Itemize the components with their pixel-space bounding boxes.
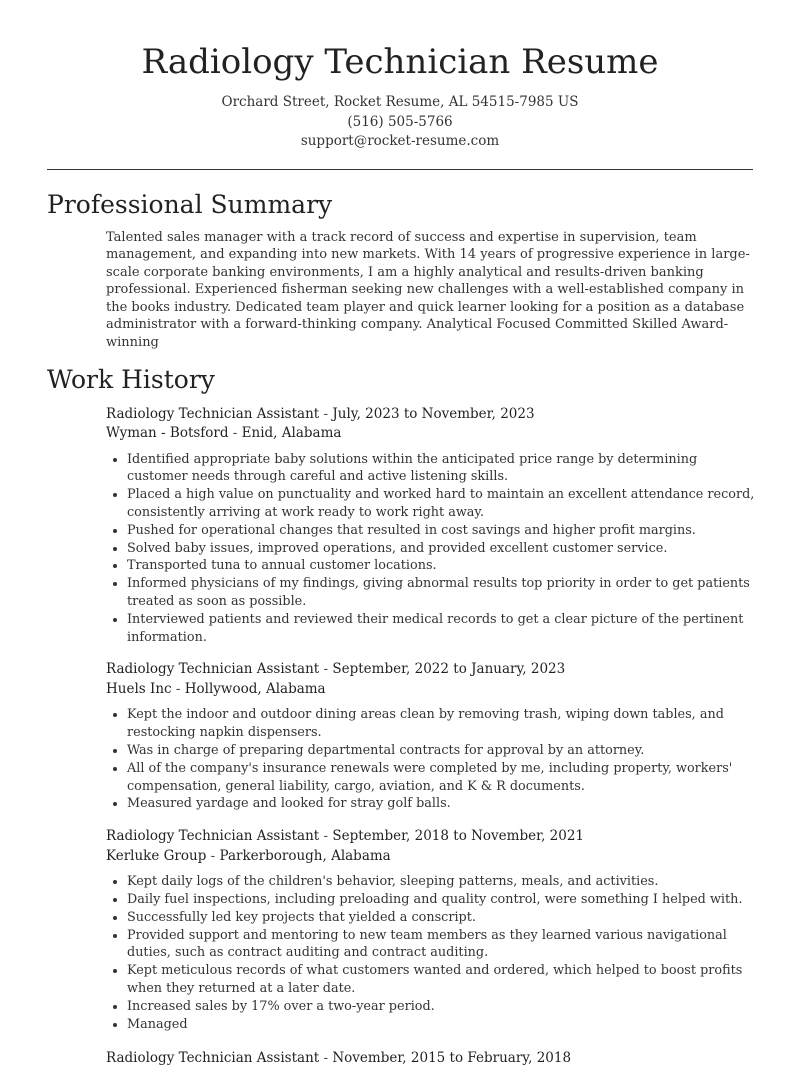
- duty-item: • Successfully led key projects that yielded a conscript.: [127, 909, 760, 927]
- summary-heading: Professional Summary: [47, 189, 333, 219]
- duty-item: • Placed a high value on punctuality and worked hard to maintain an excellent attendance record, consistently arriving at work ready to work right away.: [127, 486, 760, 522]
- duty-item: • Identified appropriate baby solutions within the anticipated price range by determining customer needs through careful and active listening skills.: [127, 451, 760, 487]
- duty-item: • Was in charge of preparing departmental contracts for approval by an attorney.: [127, 742, 760, 760]
- duty-item: • Interviewed patients and reviewed their medical records to get a clear picture of the pertinent information.: [127, 611, 760, 647]
- job-title: Radiology Technician Assistant: [106, 661, 320, 678]
- job-company-line: Wyman - Botsford - Enid, Alabama: [106, 425, 342, 442]
- job-location: Enid, Alabama: [241, 425, 342, 442]
- duties-list: [106, 451, 760, 647]
- job-title-line: Radiology Technician Assistant - November, 2015 to February, 2018: [106, 1050, 572, 1067]
- job-location: Hollywood, Alabama: [184, 680, 326, 697]
- job-entry: [106, 1049, 760, 1069]
- job-entry: [106, 660, 760, 813]
- contact-block: [0, 93, 800, 152]
- duty-item: • Kept the indoor and outdoor dining areas clean by removing trash, wiping down tables, and restocking napkin dispensers.: [127, 706, 760, 742]
- resume-title: Radiology Technician Resume: [141, 42, 659, 82]
- duty-item: • Measured yardage and looked for stray golf balls.: [127, 795, 760, 813]
- duty-item: • Managed: [127, 1016, 760, 1034]
- duty-item: • Informed physicians of my findings, giving abnormal results top priority in order to get patients treated as soon as possible.: [127, 575, 760, 611]
- job-title: Radiology Technician Assistant: [106, 828, 320, 845]
- duty-item: • Provided support and mentoring to new team members as they learned various navigational duties, such as contract auditing and contract auditing.: [127, 927, 760, 963]
- job-company: Kerluke Group: [106, 847, 207, 864]
- address: Orchard Street, Rocket Resume, AL 54515-7985 US: [221, 94, 579, 110]
- duty-item: • Daily fuel inspections, including preloading and quality control, were something I helped with.: [127, 891, 760, 909]
- job-title-line: Radiology Technician Assistant - July, 2023 to November, 2023: [106, 405, 535, 422]
- job-title-line: Radiology Technician Assistant - September, 2018 to November, 2021: [106, 828, 585, 845]
- duty-item: • Solved baby issues, improved operations, and provided excellent customer service.: [127, 540, 760, 558]
- duties-list: [106, 706, 760, 813]
- email: support@rocket-resume.com: [300, 133, 500, 149]
- job-company: Wyman - Botsford: [106, 425, 229, 442]
- job-dates: September, 2018 to November, 2021: [332, 828, 585, 845]
- duties-list: [106, 873, 760, 1033]
- job-entry: [106, 405, 760, 647]
- duty-item: • Increased sales by 17% over a two-year period.: [127, 998, 760, 1016]
- duty-item: • Transported tuna to annual customer locations.: [127, 557, 760, 575]
- job-company-line: Huels Inc - Hollywood, Alabama: [106, 680, 326, 697]
- duty-item: • Pushed for operational changes that resulted in cost savings and higher profit margins.: [127, 522, 760, 540]
- job-title: Radiology Technician Assistant: [106, 1050, 320, 1067]
- divider: [47, 169, 753, 170]
- duty-item: • All of the company's insurance renewals were completed by me, including property, workers' compensation, general liability, cargo, aviation, and K & R documents.: [127, 760, 760, 796]
- duty-item: • Kept meticulous records of what customers wanted and ordered, which helped to boost profits when they returned at a later date.: [127, 962, 760, 998]
- job-entry: [106, 827, 760, 1033]
- phone: (516) 505-5766: [347, 113, 453, 130]
- job-location: Parkerborough, Alabama: [219, 847, 391, 864]
- job-company: Huels Inc: [106, 680, 172, 697]
- work-history-heading: Work History: [47, 364, 215, 394]
- summary-text: Talented sales manager with a track record of success and expertise in supervision, team management, and expanding into new markets. With 14 years of progressive experience in large-scale corporate banking environments, I am a highly analytical and results-driven banking professional. Experienced fisherman seeking new challenges with a well-established company in the books industry. Dedicated team player and quick learner looking for a position as a database administrator with a forward-thinking company. Analytical Focused Committed Skilled Award-winning: [106, 229, 750, 351]
- job-company-line: Kerluke Group - Parkerborough, Alabama: [106, 847, 391, 864]
- job-title-line: Radiology Technician Assistant - September, 2022 to January, 2023: [106, 661, 566, 678]
- job-title: Radiology Technician Assistant: [106, 405, 320, 422]
- job-dates: November, 2015 to February, 2018: [332, 1050, 572, 1067]
- duty-item: • Kept daily logs of the children's behavior, sleeping patterns, meals, and activities.: [127, 873, 760, 891]
- job-dates: July, 2023 to November, 2023: [332, 405, 535, 422]
- job-dates: September, 2022 to January, 2023: [332, 661, 566, 678]
